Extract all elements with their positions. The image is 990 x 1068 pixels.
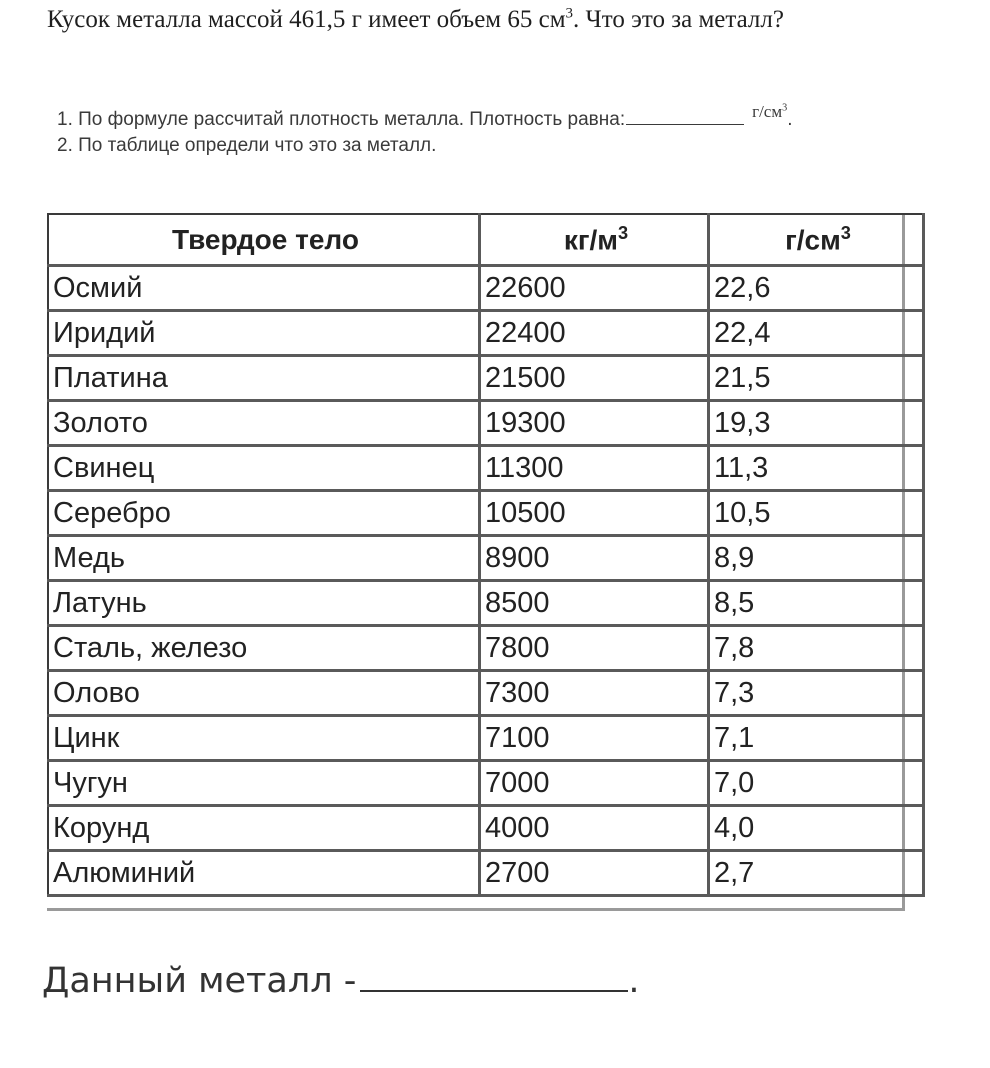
header-kg-m3-sup: 3 — [618, 222, 629, 243]
problem-title-end: . Что это за металл? — [573, 6, 784, 33]
answer-end: . — [628, 961, 640, 1001]
header-kg-m3-label: кг/м — [563, 224, 619, 256]
cell-g-cm3: 8,9 — [709, 536, 924, 581]
table-row — [48, 536, 924, 581]
cell-kg-m3: 2700 — [480, 851, 709, 896]
header-kg-m3 — [480, 214, 709, 266]
cell-kg-m3: 22600 — [480, 266, 709, 311]
table-row — [48, 806, 924, 851]
cell-kg-m3: 8900 — [480, 536, 709, 581]
cell-g-cm3: 11,3 — [709, 446, 924, 491]
header-g-cm3-sup: 3 — [840, 222, 851, 243]
cell-name: Платина — [48, 356, 480, 401]
table-row — [48, 716, 924, 761]
task-1-unit-text: г/см — [752, 102, 783, 121]
cell-kg-m3: 8500 — [480, 581, 709, 626]
cell-g-cm3: 4,0 — [709, 806, 924, 851]
density-table-container — [47, 213, 905, 911]
task-2 — [57, 132, 792, 160]
problem-title — [47, 6, 784, 34]
cell-g-cm3: 2,7 — [709, 851, 924, 896]
cell-g-cm3: 19,3 — [709, 401, 924, 446]
cell-name: Свинец — [48, 446, 480, 491]
table-row — [48, 626, 924, 671]
cell-g-cm3: 10,5 — [709, 491, 924, 536]
table-row — [48, 491, 924, 536]
cell-kg-m3: 19300 — [480, 401, 709, 446]
cell-name: Осмий — [48, 266, 480, 311]
cell-kg-m3: 10500 — [480, 491, 709, 536]
cell-g-cm3: 21,5 — [709, 356, 924, 401]
header-g-cm3-label: г/см — [785, 224, 841, 256]
task-1-end: . — [787, 109, 793, 130]
table-row — [48, 671, 924, 716]
table-row — [48, 761, 924, 806]
problem-title-sup: 3 — [565, 5, 574, 22]
cell-kg-m3: 4000 — [480, 806, 709, 851]
cell-name: Серебро — [48, 491, 480, 536]
cell-g-cm3: 7,3 — [709, 671, 924, 716]
density-answer-blank[interactable] — [626, 104, 744, 125]
metal-answer-blank[interactable] — [360, 960, 628, 992]
cell-kg-m3: 7800 — [480, 626, 709, 671]
cell-name: Корунд — [48, 806, 480, 851]
header-solid-body — [48, 214, 480, 266]
table-row — [48, 311, 924, 356]
cell-kg-m3: 7000 — [480, 761, 709, 806]
cell-kg-m3: 7100 — [480, 716, 709, 761]
cell-g-cm3: 8,5 — [709, 581, 924, 626]
cell-kg-m3: 11300 — [480, 446, 709, 491]
cell-name: Иридий — [48, 311, 480, 356]
cell-name: Золото — [48, 401, 480, 446]
table-row — [48, 851, 924, 896]
task-list — [57, 104, 792, 160]
task-1-unit-sup: 3 — [782, 102, 788, 114]
task-2-text: 2. По таблице определи что это за металл. — [57, 135, 437, 156]
cell-name: Медь — [48, 536, 480, 581]
table-row — [48, 266, 924, 311]
cell-kg-m3: 21500 — [480, 356, 709, 401]
task-1-unit — [752, 102, 787, 121]
table-row — [48, 401, 924, 446]
task-1-text: 1. По формуле рассчитай плотность металла. Плотность равна: — [57, 109, 626, 130]
cell-name: Чугун — [48, 761, 480, 806]
header-g-cm3 — [709, 214, 924, 266]
cell-g-cm3: 22,6 — [709, 266, 924, 311]
cell-g-cm3: 22,4 — [709, 311, 924, 356]
table-header-row — [48, 214, 924, 266]
cell-name: Цинк — [48, 716, 480, 761]
table-row — [48, 446, 924, 491]
cell-g-cm3: 7,1 — [709, 716, 924, 761]
cell-g-cm3: 7,8 — [709, 626, 924, 671]
cell-name: Алюминий — [48, 851, 480, 896]
cell-kg-m3: 7300 — [480, 671, 709, 716]
answer-line — [42, 960, 639, 1001]
cell-g-cm3: 7,0 — [709, 761, 924, 806]
cell-name: Олово — [48, 671, 480, 716]
table-row — [48, 356, 924, 401]
cell-name: Сталь, железо — [48, 626, 480, 671]
table-row — [48, 581, 924, 626]
header-solid-body-label: Твердое тело — [172, 223, 359, 255]
density-table — [47, 213, 925, 897]
cell-kg-m3: 22400 — [480, 311, 709, 356]
task-1 — [57, 104, 792, 132]
problem-title-main: Кусок металла массой 461,5 г имеет объем 65 см — [47, 6, 566, 33]
answer-label: Данный металл - — [42, 961, 357, 1001]
cell-name: Латунь — [48, 581, 480, 626]
